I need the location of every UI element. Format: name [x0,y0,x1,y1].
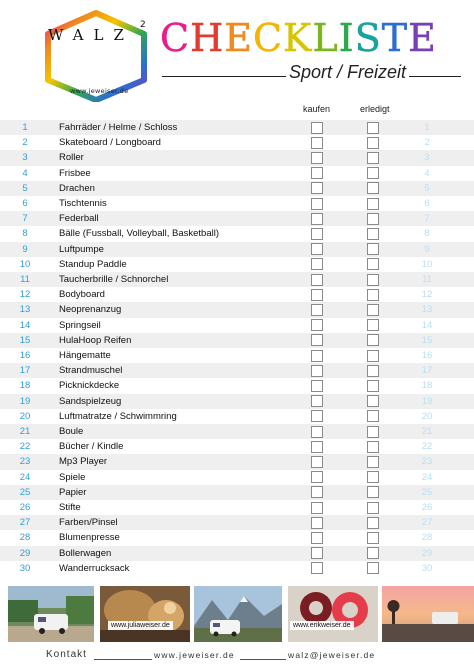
item-number: 1 [22,122,28,133]
item-number-right: 7 [424,213,430,225]
item-number-right: 21 [421,426,433,437]
table-row [0,211,474,226]
item-label: Stifte [59,502,81,513]
item-number: 8 [22,228,28,240]
item-number-right: 22 [421,441,433,453]
item-label: Blumenpresse [59,532,120,544]
item-number-right: 27 [421,517,433,529]
table-row [0,257,474,272]
erledigt-checkbox[interactable] [367,395,379,407]
erledigt-checkbox[interactable] [367,532,379,544]
kaufen-checkbox[interactable] [311,213,323,225]
item-label: Boule [59,426,84,437]
kaufen-checkbox[interactable] [311,258,323,270]
kaufen-checkbox[interactable] [311,334,323,346]
kaufen-checkbox[interactable] [311,152,323,164]
item-label: Fahrräder / Helme / Schloss [59,122,178,133]
item-label: Roller [59,152,84,164]
table-row [0,287,474,302]
footer-website-link[interactable]: www.jeweiser.de [154,650,235,660]
item-number: 22 [19,441,31,453]
item-number-right: 3 [424,152,430,164]
item-number-right: 13 [421,304,433,316]
kaufen-checkbox[interactable] [311,274,323,286]
page-subtitle: Sport / Freizeit [289,62,407,82]
item-number: 5 [22,182,28,194]
kaufen-checkbox[interactable] [311,198,323,210]
item-number: 20 [19,410,31,422]
item-number-right: 28 [421,532,433,544]
title-letter: E [408,16,437,60]
item-number: 30 [19,562,31,574]
item-number: 27 [19,517,31,529]
item-number: 21 [19,426,31,437]
item-number-right: 4 [424,167,430,179]
kaufen-checkbox[interactable] [311,486,323,498]
item-number: 12 [19,289,31,301]
item-label: Drachen [59,182,95,194]
erledigt-checkbox[interactable] [367,243,379,255]
photo-julia-decor [100,586,190,642]
table-row [0,546,474,561]
item-label: Bodyboard [59,289,105,301]
item-number: 19 [19,395,31,407]
erledigt-checkbox[interactable] [367,441,379,453]
item-number: 29 [19,547,31,559]
erledigt-checkbox[interactable] [367,319,379,331]
item-number-right: 5 [424,182,430,194]
logo-superscript: 2 [140,20,146,30]
item-number-right: 20 [421,410,433,422]
footer-divider-1 [94,659,152,660]
column-header-kaufen: kaufen [303,104,331,114]
photo-label-julia[interactable]: www.juliaweiser.de [108,621,173,630]
item-number: 17 [19,365,31,377]
table-row [0,333,474,348]
erledigt-checkbox[interactable] [367,122,379,134]
item-number: 4 [22,167,28,179]
item-label: Frisbee [59,167,91,179]
erledigt-checkbox[interactable] [367,228,379,240]
title-divider-right [409,76,461,77]
item-label: Taucherbrille / Schnorchel [59,274,169,285]
title-letter: C [160,16,191,60]
table-row [0,500,474,515]
erledigt-checkbox[interactable] [367,213,379,225]
table-row [0,485,474,500]
table-row [0,530,474,545]
kaufen-checkbox[interactable] [311,228,323,240]
table-row [0,166,474,181]
item-label: Farben/Pinsel [59,517,118,529]
erledigt-checkbox[interactable] [367,289,379,301]
item-label: Standup Paddle [59,258,127,270]
photo-campervan-mountains [194,586,282,642]
title-letter: I [338,16,355,60]
kaufen-checkbox[interactable] [311,365,323,377]
table-row [0,394,474,409]
photo-label-erik[interactable]: www.erikweiser.de [290,621,354,630]
item-number: 13 [19,304,31,316]
kaufen-checkbox[interactable] [311,350,323,362]
erledigt-checkbox[interactable] [367,198,379,210]
erledigt-checkbox[interactable] [367,137,379,149]
table-row [0,242,474,257]
item-label: Bollerwagen [59,547,112,559]
table-row [0,120,474,135]
erledigt-checkbox[interactable] [367,471,379,483]
item-number: 14 [19,319,31,331]
item-number-right: 12 [421,289,433,301]
kaufen-checkbox[interactable] [311,532,323,544]
item-number: 25 [19,486,31,498]
erledigt-checkbox[interactable] [367,334,379,346]
table-row [0,272,474,287]
item-number-right: 26 [421,502,433,513]
footer-email-link[interactable]: walz@jeweiser.de [288,650,376,660]
photo-sunset-campsite [382,586,474,642]
footer [0,648,474,664]
photo-erik-crafts [288,586,378,642]
kaufen-checkbox[interactable] [311,182,323,194]
title-letter: E [224,16,253,60]
footer-kontakt: Kontakt [46,649,87,660]
kaufen-checkbox[interactable] [311,137,323,149]
table-row [0,561,474,576]
table-row [0,454,474,469]
title-letter: C [252,16,284,60]
item-number-right: 14 [421,319,433,331]
item-number-right: 17 [421,365,433,377]
erledigt-checkbox[interactable] [367,426,379,438]
item-number: 23 [19,456,31,468]
item-label: Spiele [59,471,86,483]
item-number-right: 19 [421,395,433,407]
item-label: HulaHoop Reifen [59,334,132,346]
table-row [0,409,474,424]
logo-url: www.jeweiser.de [70,87,129,95]
item-label: Luftpumpe [59,243,104,255]
item-label: Bälle (Fussball, Volleyball, Basketball) [59,228,219,240]
item-number: 9 [22,243,28,255]
table-row [0,424,474,439]
item-number-right: 29 [421,547,433,559]
item-label: Neoprenanzug [59,304,122,316]
table-row [0,135,474,150]
table-row [0,196,474,211]
title-letter: L [312,16,339,60]
table-row [0,150,474,165]
kaufen-checkbox[interactable] [311,456,323,468]
table-row [0,378,474,393]
table-row [0,515,474,530]
kaufen-checkbox[interactable] [311,517,323,529]
item-label: Springseil [59,319,101,331]
item-label: Luftmatratze / Schwimmring [59,410,177,422]
kaufen-checkbox[interactable] [311,441,323,453]
item-number: 2 [22,137,28,149]
walz-logo [40,10,152,102]
item-label: Papier [59,486,87,498]
kaufen-checkbox[interactable] [311,410,323,422]
kaufen-checkbox[interactable] [311,243,323,255]
erledigt-checkbox[interactable] [367,502,379,514]
kaufen-checkbox[interactable] [311,380,323,392]
item-label: Mp3 Player [59,456,108,468]
table-row [0,302,474,317]
erledigt-checkbox[interactable] [367,380,379,392]
item-number: 3 [22,152,28,164]
item-number-right: 30 [421,562,433,574]
item-number: 15 [19,334,31,346]
item-label: Hängematte [59,350,111,361]
item-number-right: 6 [424,198,430,209]
item-label: Picknickdecke [59,380,120,392]
kaufen-checkbox[interactable] [311,426,323,438]
page-title [160,16,460,60]
erledigt-checkbox[interactable] [367,182,379,194]
item-number: 6 [22,198,28,209]
kaufen-checkbox[interactable] [311,304,323,316]
erledigt-checkbox[interactable] [367,274,379,286]
title-letter: T [381,16,409,60]
item-number-right: 1 [424,122,430,133]
item-number-right: 16 [421,350,433,361]
item-number: 18 [19,380,31,392]
kaufen-checkbox[interactable] [311,319,323,331]
item-number: 28 [19,532,31,544]
item-number: 24 [19,471,31,483]
column-header-erledigt: erledigt [360,104,390,114]
kaufen-checkbox[interactable] [311,471,323,483]
item-number: 16 [19,350,31,361]
erledigt-checkbox[interactable] [367,562,379,574]
title-divider-left [162,76,286,77]
item-number-right: 24 [421,471,433,483]
item-label: Federball [59,213,99,225]
item-number: 7 [22,213,28,225]
erledigt-checkbox[interactable] [367,547,379,559]
erledigt-checkbox[interactable] [367,167,379,179]
kaufen-checkbox[interactable] [311,289,323,301]
kaufen-checkbox[interactable] [311,502,323,514]
item-number-right: 15 [421,334,433,346]
item-number-right: 25 [421,486,433,498]
photo-campervan-garden [8,586,94,642]
kaufen-checkbox[interactable] [311,122,323,134]
kaufen-checkbox[interactable] [311,167,323,179]
erledigt-checkbox[interactable] [367,365,379,377]
erledigt-checkbox[interactable] [367,258,379,270]
table-row [0,348,474,363]
item-number-right: 2 [424,137,430,149]
item-number-right: 8 [424,228,430,240]
kaufen-checkbox[interactable] [311,395,323,407]
item-number: 26 [19,502,31,513]
erledigt-checkbox[interactable] [367,517,379,529]
item-number: 10 [19,258,31,270]
item-label: Skateboard / Longboard [59,137,161,149]
table-row [0,226,474,241]
title-letter: K [283,16,313,60]
title-letter: S [354,16,382,60]
erledigt-checkbox[interactable] [367,410,379,422]
item-label: Tischtennis [59,198,107,209]
footer-divider-2 [240,659,286,660]
erledigt-checkbox[interactable] [367,456,379,468]
table-row [0,439,474,454]
logo-brand: WALZ [48,26,134,44]
item-label: Strandmuschel [59,365,123,377]
erledigt-checkbox[interactable] [367,350,379,362]
item-number: 11 [20,274,30,285]
title-letter: H [190,16,225,60]
table-row [0,318,474,333]
kaufen-checkbox[interactable] [311,562,323,574]
erledigt-checkbox[interactable] [367,152,379,164]
item-number-right: 11 [422,274,432,285]
kaufen-checkbox[interactable] [311,547,323,559]
item-label: Sandspielzeug [59,395,122,407]
item-number-right: 18 [421,380,433,392]
erledigt-checkbox[interactable] [367,304,379,316]
item-label: Bücher / Kindle [59,441,124,453]
erledigt-checkbox[interactable] [367,486,379,498]
item-number-right: 10 [421,258,433,270]
item-number-right: 23 [421,456,433,468]
table-row [0,470,474,485]
table-row [0,363,474,378]
item-label: Wanderrucksack [59,562,130,574]
table-row [0,181,474,196]
item-number-right: 9 [424,243,430,255]
